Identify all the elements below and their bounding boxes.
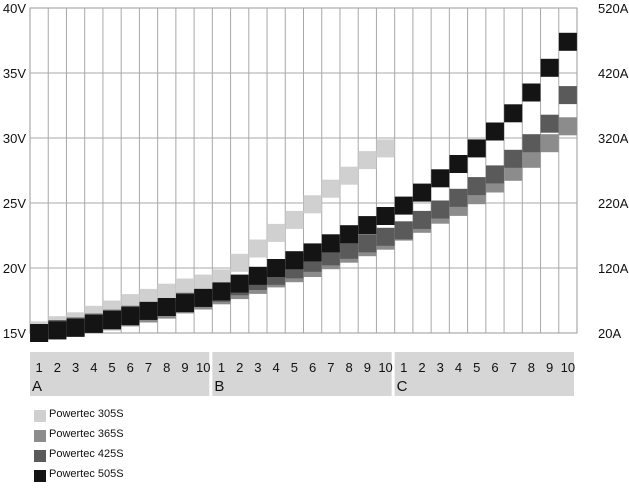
x-tick-label: 2: [53, 360, 61, 375]
data-point: [522, 150, 540, 168]
x-tick-label: 9: [363, 360, 371, 375]
data-point: [431, 169, 449, 187]
legend-swatch: [34, 470, 46, 482]
y-tick-label-left: 20V: [2, 261, 26, 276]
y-tick-label-left: 30V: [2, 131, 26, 146]
legend-label: Powertec 425S: [49, 448, 124, 460]
x-tick-label: 9: [546, 360, 554, 375]
legend-swatch: [34, 450, 46, 462]
x-tick-label: 7: [509, 360, 517, 375]
data-point: [176, 294, 194, 312]
data-point: [140, 302, 158, 320]
data-point: [358, 216, 376, 234]
data-point: [468, 139, 486, 157]
x-tick-label: 5: [290, 360, 299, 375]
x-tick-label: 2: [418, 360, 426, 375]
data-point: [285, 251, 303, 269]
data-point: [559, 117, 577, 135]
x-tick-label: 7: [144, 360, 153, 375]
left-axis-ticks: [3, 1, 26, 341]
data-point: [48, 321, 66, 339]
data-point: [103, 311, 121, 329]
x-tick-label: 3: [436, 360, 444, 375]
data-point: [194, 289, 212, 307]
data-point: [285, 211, 303, 229]
data-point: [449, 189, 467, 207]
x-tick-label: 1: [400, 360, 408, 375]
data-point: [431, 201, 449, 219]
legend-swatch: [34, 410, 46, 422]
legend-label: Powertec 505S: [49, 468, 124, 480]
data-point: [395, 221, 413, 239]
x-tick-label: 6: [126, 360, 134, 375]
data-point: [449, 155, 467, 173]
data-point: [486, 165, 504, 183]
y-tick-label-left: 15V: [2, 326, 26, 341]
x-group-label: A: [32, 378, 43, 395]
x-tick-label: 5: [473, 360, 481, 375]
x-tick-label: 6: [308, 360, 317, 375]
data-point: [395, 197, 413, 215]
x-tick-label: 2: [236, 360, 244, 375]
x-tick-label: 1: [217, 360, 226, 375]
x-tick-label: 1: [35, 360, 43, 375]
x-group-label: B: [214, 378, 225, 395]
y-tick-label-right: 520A: [598, 1, 629, 16]
data-point: [267, 259, 285, 277]
data-point: [541, 59, 559, 77]
data-point: [413, 184, 431, 202]
data-point: [30, 324, 48, 342]
data-point: [340, 225, 358, 243]
data-point: [322, 180, 340, 198]
y-tick-label-right: 20A: [598, 326, 622, 341]
x-tick-label: 4: [454, 360, 463, 375]
data-point: [304, 243, 322, 261]
y-tick-label-right: 220A: [598, 196, 629, 211]
x-tick-label: 8: [163, 360, 171, 375]
x-tick-label: 6: [491, 360, 499, 375]
legend-label: Powertec 305S: [49, 408, 124, 420]
data-point: [249, 240, 267, 258]
y-tick-label-right: 120A: [598, 261, 629, 276]
x-axis: [30, 352, 575, 396]
x-tick-label: 9: [181, 360, 189, 375]
data-point: [67, 319, 85, 337]
data-point: [377, 207, 395, 225]
x-tick-label: 3: [254, 360, 262, 375]
x-tick-label: 10: [560, 360, 576, 375]
data-point: [468, 177, 486, 195]
y-tick-label-left: 35V: [2, 66, 26, 81]
data-point: [212, 282, 230, 300]
legend-swatch: [34, 430, 46, 442]
y-tick-label-left: 40V: [2, 1, 26, 16]
data-point: [486, 123, 504, 141]
data-point: [377, 228, 395, 246]
data-point: [377, 139, 395, 157]
x-tick-label: 8: [527, 360, 536, 375]
x-tick-label: 4: [90, 360, 98, 375]
x-tick-label: 5: [108, 360, 116, 375]
x-tick-label: 10: [195, 360, 211, 375]
x-tick-label: 7: [327, 360, 335, 375]
data-point: [559, 33, 577, 51]
data-point: [504, 104, 522, 122]
data-point: [85, 315, 103, 333]
legend-label: Powertec 365S: [49, 428, 124, 440]
data-point: [559, 86, 577, 104]
x-tick-label: 3: [71, 360, 80, 375]
data-point: [541, 115, 559, 133]
data-point: [358, 234, 376, 252]
data-point: [249, 267, 267, 285]
data-point: [340, 167, 358, 185]
y-tick-label-right: 320A: [598, 131, 629, 146]
x-tick-label: 10: [378, 360, 393, 375]
data-point: [121, 307, 139, 325]
x-tick-label: 4: [272, 360, 280, 375]
data-point: [158, 298, 176, 316]
y-tick-label-right: 420A: [598, 66, 629, 81]
data-point: [413, 211, 431, 229]
data-point: [522, 134, 540, 152]
data-point: [322, 234, 340, 252]
data-point: [358, 151, 376, 169]
data-point: [231, 254, 249, 272]
data-point: [522, 84, 540, 102]
data-point: [541, 134, 559, 152]
x-tick-label: 8: [345, 360, 353, 375]
right-axis-ticks: [598, 1, 629, 341]
y-tick-label-left: 25V: [2, 196, 26, 211]
x-group-label: C: [396, 378, 408, 395]
data-point: [267, 224, 285, 242]
data-point: [504, 150, 522, 168]
data-point: [304, 195, 322, 213]
data-point: [231, 275, 249, 293]
data-point: [340, 241, 358, 259]
